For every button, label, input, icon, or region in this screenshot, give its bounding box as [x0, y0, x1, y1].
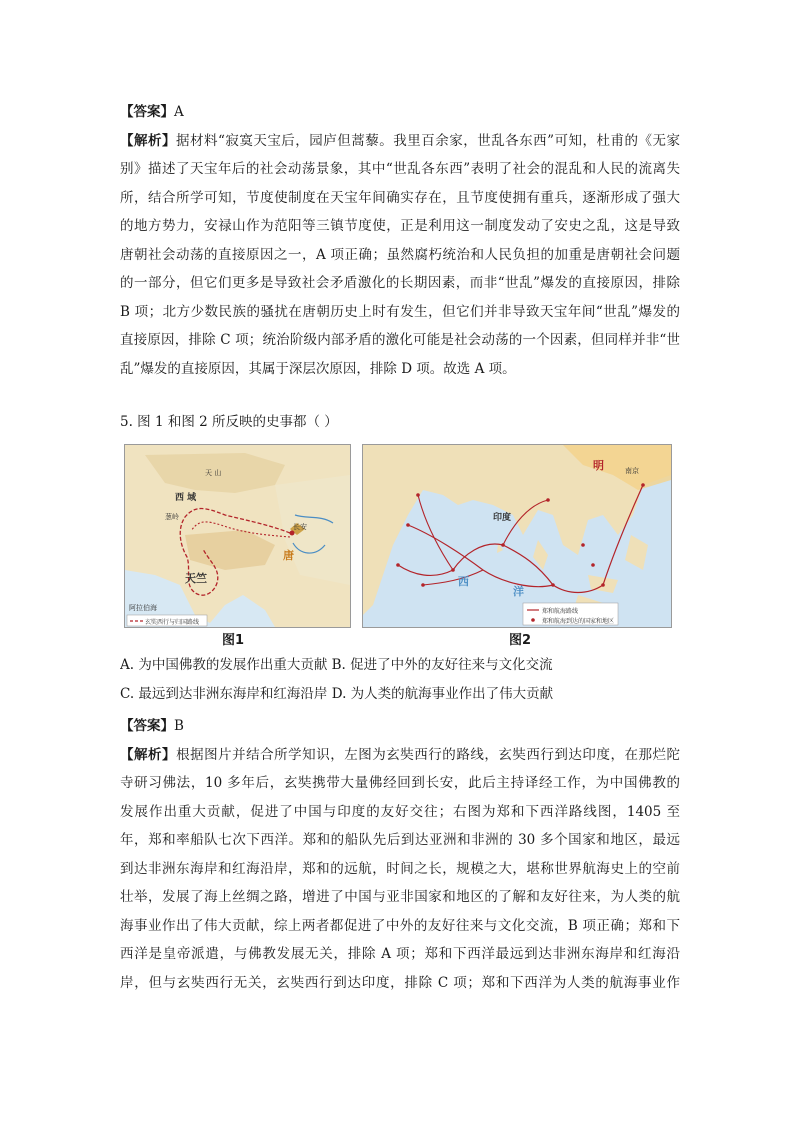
- analysis-line: 乱”爆发的直接原因，其属于深层次原因，排除 D 项。故选 A 项。: [120, 360, 516, 377]
- label-tang: 唐: [283, 549, 294, 562]
- label-yang: 洋: [513, 585, 524, 598]
- analysis-line: 所，结合所学可知，节度使制度在天宝年间确实存在，且节度使拥有重兵，逐渐形成了强大: [120, 189, 680, 206]
- answer-label: 【答案】: [120, 718, 174, 734]
- analysis-line: 年，郑和率船队七次下西洋。郑和的船队先后到达亚洲和非洲的 30 多个国家和地区，最远: [120, 832, 680, 848]
- map2-graphic: [363, 445, 671, 627]
- map2-legend-route: 郑和航海路线: [542, 608, 579, 615]
- analysis-line: 壮举，发展了海上丝绸之路，增进了中国与亚非国家和地区的了解和友好往来，为人类的航: [120, 889, 680, 905]
- analysis-line: 到达非洲东海岸和红海沿岸，郑和的远航，时间之长，规模之大，堪称世界航海史上的空前: [120, 860, 680, 877]
- options-line-cd: C. 最远到达非洲东海岸和红海沿岸 D. 为人类的航海事业作出了伟大贡献: [120, 685, 554, 702]
- label-yindu: 印度: [493, 513, 512, 523]
- answer-analysis-block-2: [120, 712, 680, 997]
- analysis-label: 【解析】: [120, 746, 177, 763]
- question-options: [120, 651, 553, 708]
- label-congling: 葱岭: [165, 513, 179, 521]
- analysis-line: 别》描述了天宝年后的社会动荡景象，其中“世乱各东西”表明了社会的混乱和人民的流离失: [120, 161, 680, 177]
- analysis-line: 发展作出重大贡献，促进了中国与印度的友好交往；右图为郑和下西洋路线图，1405 至: [120, 803, 680, 820]
- map2-legend-places: 郑和航海到达的国家和地区: [542, 618, 615, 625]
- analysis-line: 寺研习佛法，10 多年后，玄奘携带大量佛经回到长安，此后主持译经工作，为中国佛教的: [120, 775, 680, 791]
- analysis-line: B 项；北方少数民族的骚扰在唐朝历史上时有发生，但它们并非导致天宝年间“世乱”爆发的: [120, 303, 680, 320]
- analysis-line: 唐朝社会动荡的直接原因之一，A 项正确；虽然腐朽统治和人民负担的加重是唐朝社会问题: [120, 246, 680, 263]
- answer-analysis-block-1: [120, 98, 680, 383]
- analysis-label: 【解析】: [120, 132, 176, 149]
- figure1-caption: 图1: [222, 633, 245, 648]
- analysis-line: 岸，但与玄奘西行无关，玄奘西行到达印度，排除 C 项；郑和下西洋为人类的航海事业作: [120, 974, 680, 991]
- figure2-caption: 图2: [509, 633, 532, 648]
- analysis-line: 海事业作出了伟大贡献，综上两者都促进了中外的友好往来与文化交流，B 项正确；郑和下: [120, 917, 680, 934]
- label-tianshan: 天 山: [205, 469, 222, 477]
- answer-line-1: [120, 98, 680, 127]
- analysis-line: 直接原因，排除 C 项；统治阶级内部矛盾的激化可能是社会动荡的一个因素，但同样并非“世: [120, 332, 680, 348]
- analysis-line: 【解析】根据图片并结合所学知识，左图为玄奘西行的路线，玄奘西行到达印度，在那烂陀: [120, 746, 680, 763]
- answer-line-2: [120, 712, 680, 741]
- label-xi: 西: [458, 575, 469, 588]
- question-5-stem: 5. 图 1 和图 2 所反映的史事都（ ）: [120, 414, 338, 430]
- map1-graphic: [125, 445, 350, 627]
- answer-label: 【答案】: [120, 104, 174, 120]
- answer-value: B: [174, 718, 184, 734]
- label-arabian-sea: 阿拉伯海: [129, 604, 157, 612]
- label-xiyu: 西 域: [175, 493, 197, 503]
- analysis-line: 的地方势力，安禄山作为范阳等三镇节度使，正是利用这一制度发动了安史之乱，这是导致: [120, 218, 680, 234]
- label-changan: 长安: [293, 523, 307, 531]
- answer-value: A: [174, 104, 184, 120]
- xuanzang-route-map: [124, 444, 351, 628]
- analysis-line: 西洋是皇帝派遣，与佛教发展无关，排除 A 项；郑和下西洋最远到达非洲东海岸和红海沿: [120, 946, 680, 962]
- label-ming: 明: [593, 459, 604, 472]
- label-tianzhu: 天竺: [185, 572, 207, 585]
- analysis-line: 的一部分，但它们更多是导致社会矛盾激化的长期因素，而非“世乱”爆发的直接原因，排除: [120, 275, 680, 291]
- analysis-line: 【解析】据材料“寂寞天宝后，园庐但蒿藜。我里百余家，世乱各东西”可知，杜甫的《无家: [120, 132, 680, 149]
- label-nanjing: 南京: [625, 467, 639, 475]
- options-line-ab: A. 为中国佛教的发展作出重大贡献 B. 促进了中外的友好往来与文化交流: [120, 657, 553, 673]
- zhenghe-voyages-map: [362, 444, 672, 628]
- map1-legend: 玄奘西行与归国路线: [145, 619, 200, 626]
